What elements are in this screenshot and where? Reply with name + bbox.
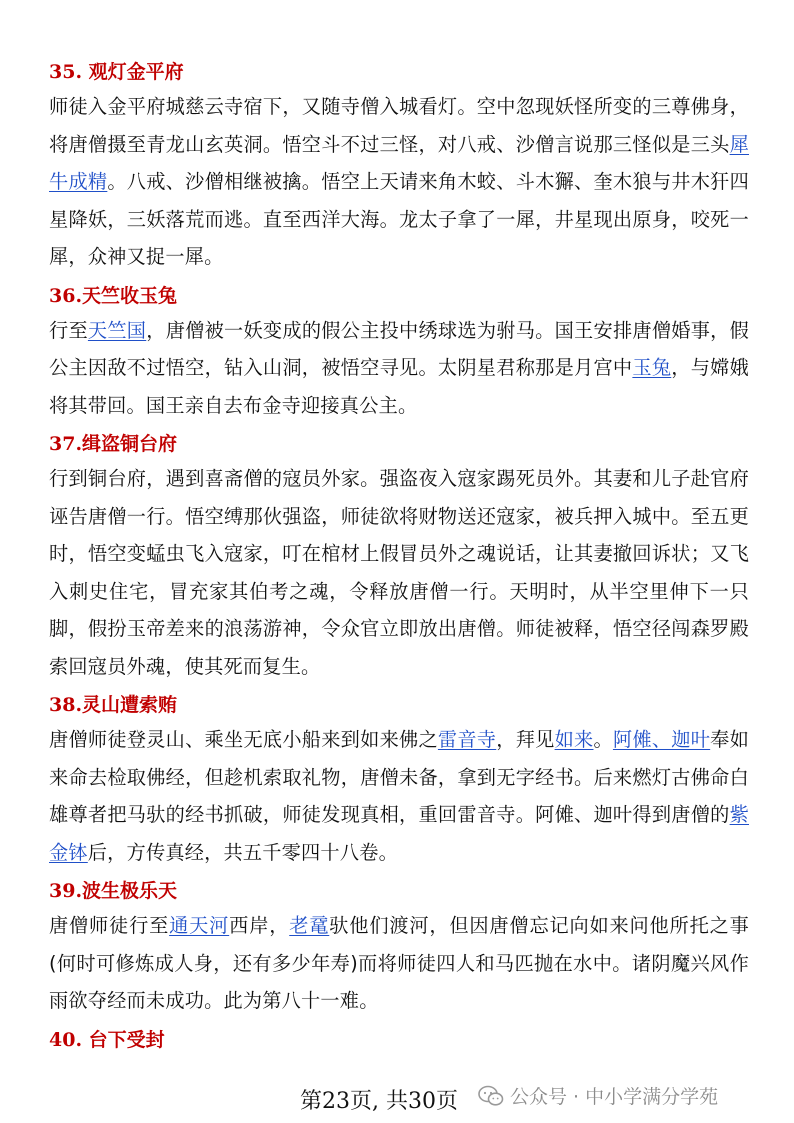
section-heading: 36.天竺收玉兔: [49, 284, 178, 307]
section-paragraph: [49, 721, 749, 871]
paragraph-text: 行至: [49, 318, 88, 342]
paragraph-text: 。八戒、沙僧相继被擒。悟空上天请来角木蛟、斗木獬、奎木狼与井木犴四星降妖，三妖落荒而逃。直至西洋大海。龙太子拿了一犀，井星现出原身，咬死一犀，众神又捉一犀。: [49, 170, 749, 268]
term-link[interactable]: 紫金钵: [49, 803, 749, 864]
section-heading: 37.缉盗铜台府: [49, 433, 178, 455]
page-number: 第23页, 共30页: [300, 1089, 458, 1114]
watermark-text: 公众号 · 中小学满分学苑: [510, 1086, 719, 1108]
watermark: [478, 1082, 718, 1109]
paragraph-text: ，与嫦娥将其带回。国王亲自去布金寺迎接真公主。: [49, 356, 750, 417]
paragraph-text: 。: [593, 728, 613, 751]
term-link[interactable]: 老鼋: [289, 914, 330, 937]
term-link[interactable]: 如来: [554, 728, 594, 751]
paragraph-text: 后，方传真经，共五千零四十八卷。: [87, 840, 398, 864]
paragraph-text: 师徒入金平府城慈云寺宿下，又随寺僧入城看灯。空中忽现妖怪所变的三尊佛身，将唐僧摄至青龙山玄英洞。悟空斗不过三怪，对八戒、沙僧言说那三怪似是三头: [49, 95, 749, 156]
section-paragraph: [49, 88, 749, 276]
section-heading: 35. 观灯金平府: [49, 61, 184, 83]
section-paragraph: [49, 460, 749, 685]
section-paragraph: [49, 907, 749, 1020]
paragraph-text: ，唐僧被一妖变成的假公主投中绣球选为驸马。国王安排唐僧婚事，假公主因敌不过悟空，钻入山洞，被悟空寻见。太阴星君称那是月宫中: [49, 318, 750, 379]
paragraph-text: 奉如来命去检取佛经，但趁机索取礼物，唐僧未备，拿到无字经书。后来燃灯古佛命白雄尊者把马驮的经书抓破，师徒发现真相，重回雷音寺。阿傩、迦叶得到唐僧的: [49, 728, 750, 826]
page-footer: [0, 1082, 794, 1122]
paragraph-text: 唐僧师徒行至: [49, 914, 170, 937]
paragraph-text: 行到铜台府，遇到喜斋僧的寇员外家。强盗夜入寇家踢死员外。其妻和儿子赴官府诬告唐僧一行。悟空缚那伙强盗，师徒欲将财物送还寇家，被兵押入城中。至五更时，悟空变蜢虫飞入寇家，叮在棺材上假冒员外之魂说话，让其妻撤回诉状；又飞入刺史住宅，冒充家其伯考之魂，令释放唐僧一行。天明时，从半空里伸下一只脚，假扮玉帝差来的浪荡游神，令众官立即放出唐僧。师徒被释，悟空径闯森罗殿索回寇员外魂，使其死而复生。: [49, 467, 749, 678]
paragraph-text: 西岸，: [229, 914, 290, 937]
section-heading: 39.波生极乐天: [49, 880, 178, 902]
document-content: [49, 56, 749, 1056]
section-paragraph: [49, 312, 749, 425]
paragraph-text: ，拜见: [496, 728, 555, 751]
section-heading: 40. 台下受封: [49, 1028, 165, 1051]
term-link[interactable]: 天竺国: [87, 318, 147, 342]
wechat-icon: [478, 1085, 504, 1107]
section-heading: 38.灵山遭索贿: [49, 694, 178, 716]
term-link[interactable]: 阿傩、迦叶: [612, 728, 711, 751]
paragraph-text: 唐僧师徒登灵山、乘坐无底小船来到如来佛之: [49, 728, 438, 751]
term-link[interactable]: 犀牛成精: [49, 132, 749, 193]
paragraph-text: 驮他们渡河，但因唐僧忘记向如来问他所托之事(何时可修炼成人身，还有多少年寿)而将师徒四人和马匹抛在水中。诸阴魔兴风作雨欲夺经而未成功。此为第八十一难。: [49, 914, 750, 1012]
term-link[interactable]: 通天河: [169, 914, 230, 937]
term-link[interactable]: 玉兔: [632, 356, 672, 379]
term-link[interactable]: 雷音寺: [437, 728, 497, 751]
